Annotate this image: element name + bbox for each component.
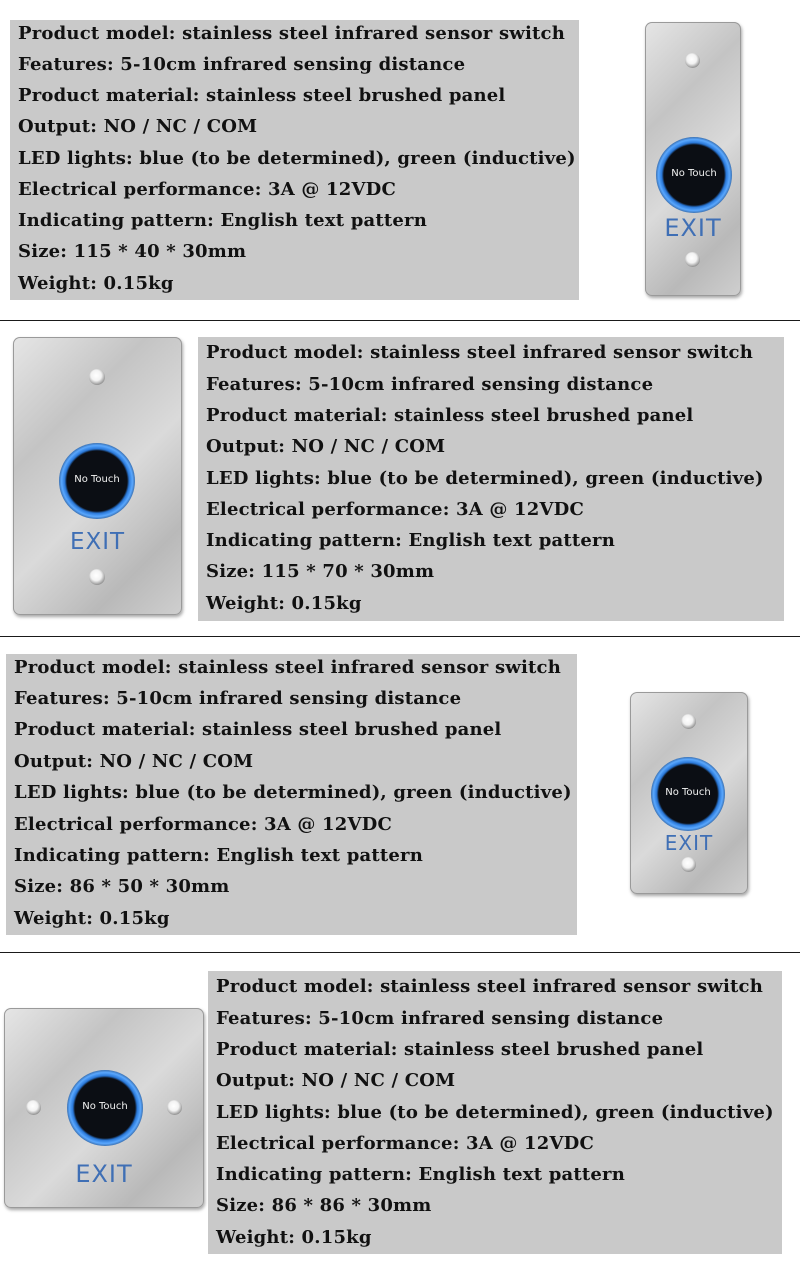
button-label: No Touch bbox=[665, 787, 711, 798]
spec-features: Features: 5-10cm infrared sensing distance bbox=[14, 688, 462, 709]
switch-plate-image-1 bbox=[645, 22, 741, 296]
spec-size: Size: 115 * 70 * 30mm bbox=[206, 561, 435, 582]
spec-size: Size: 86 * 86 * 30mm bbox=[216, 1195, 432, 1216]
mounting-hole-icon bbox=[681, 857, 696, 872]
spec-product-model: Product model: stainless steel infrared sensor switch bbox=[18, 23, 565, 44]
button-label: No Touch bbox=[74, 474, 120, 485]
switch-plate-image-4 bbox=[4, 1008, 204, 1208]
section-divider bbox=[0, 320, 800, 321]
mounting-hole-icon bbox=[681, 714, 696, 729]
spec-electrical: Electrical performance: 3A @ 12VDC bbox=[18, 179, 396, 200]
spec-size: Size: 115 * 40 * 30mm bbox=[18, 241, 247, 262]
no-touch-button-icon bbox=[656, 137, 732, 213]
no-touch-button-icon bbox=[59, 443, 135, 519]
spec-box-2 bbox=[198, 337, 784, 621]
spec-output: Output: NO / NC / COM bbox=[18, 116, 258, 137]
button-label: No Touch bbox=[671, 168, 717, 179]
spec-product-model: Product model: stainless steel infrared sensor switch bbox=[14, 657, 561, 678]
spec-product-model: Product model: stainless steel infrared sensor switch bbox=[206, 342, 753, 363]
section-divider bbox=[0, 636, 800, 637]
spec-material: Product material: stainless steel brushed panel bbox=[18, 85, 506, 106]
spec-box-1 bbox=[10, 20, 579, 300]
spec-size: Size: 86 * 50 * 30mm bbox=[14, 876, 230, 897]
switch-plate-image-3 bbox=[630, 692, 748, 894]
switch-plate-image-2 bbox=[13, 337, 182, 615]
spec-box-3 bbox=[6, 654, 577, 935]
spec-indicating-pattern: Indicating pattern: English text pattern bbox=[216, 1164, 625, 1185]
exit-label: EXIT bbox=[664, 214, 722, 242]
mounting-hole-icon bbox=[89, 369, 105, 385]
spec-weight: Weight: 0.15kg bbox=[216, 1227, 372, 1248]
spec-indicating-pattern: Indicating pattern: English text pattern bbox=[14, 845, 423, 866]
spec-output: Output: NO / NC / COM bbox=[206, 436, 446, 457]
spec-material: Product material: stainless steel brushed panel bbox=[216, 1039, 704, 1060]
mounting-hole-icon bbox=[89, 569, 105, 585]
spec-electrical: Electrical performance: 3A @ 12VDC bbox=[216, 1133, 594, 1154]
exit-label: EXIT bbox=[69, 529, 126, 555]
spec-output: Output: NO / NC / COM bbox=[216, 1070, 456, 1091]
spec-weight: Weight: 0.15kg bbox=[14, 908, 170, 929]
mounting-hole-icon bbox=[26, 1100, 41, 1115]
spec-weight: Weight: 0.15kg bbox=[206, 593, 362, 614]
exit-label: EXIT bbox=[664, 831, 714, 855]
spec-features: Features: 5-10cm infrared sensing distance bbox=[206, 374, 654, 395]
no-touch-button-icon bbox=[67, 1070, 143, 1146]
spec-box-4 bbox=[208, 971, 782, 1254]
spec-led-lights: LED lights: blue (to be determined), green (inductive) bbox=[18, 148, 576, 169]
mounting-hole-icon bbox=[685, 252, 700, 267]
spec-indicating-pattern: Indicating pattern: English text pattern bbox=[206, 530, 615, 551]
mounting-hole-icon bbox=[685, 53, 700, 68]
spec-material: Product material: stainless steel brushed panel bbox=[14, 719, 502, 740]
spec-electrical: Electrical performance: 3A @ 12VDC bbox=[14, 814, 392, 835]
spec-weight: Weight: 0.15kg bbox=[18, 273, 174, 294]
spec-output: Output: NO / NC / COM bbox=[14, 751, 254, 772]
spec-indicating-pattern: Indicating pattern: English text pattern bbox=[18, 210, 427, 231]
section-divider bbox=[0, 952, 800, 953]
spec-product-model: Product model: stainless steel infrared sensor switch bbox=[216, 976, 763, 997]
mounting-hole-icon bbox=[167, 1100, 182, 1115]
spec-features: Features: 5-10cm infrared sensing distance bbox=[18, 54, 466, 75]
exit-label: EXIT bbox=[75, 1160, 133, 1188]
no-touch-button-icon bbox=[651, 757, 725, 831]
button-label: No Touch bbox=[82, 1101, 128, 1112]
spec-electrical: Electrical performance: 3A @ 12VDC bbox=[206, 499, 584, 520]
spec-led-lights: LED lights: blue (to be determined), green (inductive) bbox=[14, 782, 572, 803]
spec-led-lights: LED lights: blue (to be determined), green (inductive) bbox=[206, 468, 764, 489]
spec-material: Product material: stainless steel brushed panel bbox=[206, 405, 694, 426]
spec-led-lights: LED lights: blue (to be determined), green (inductive) bbox=[216, 1102, 774, 1123]
spec-features: Features: 5-10cm infrared sensing distance bbox=[216, 1008, 664, 1029]
